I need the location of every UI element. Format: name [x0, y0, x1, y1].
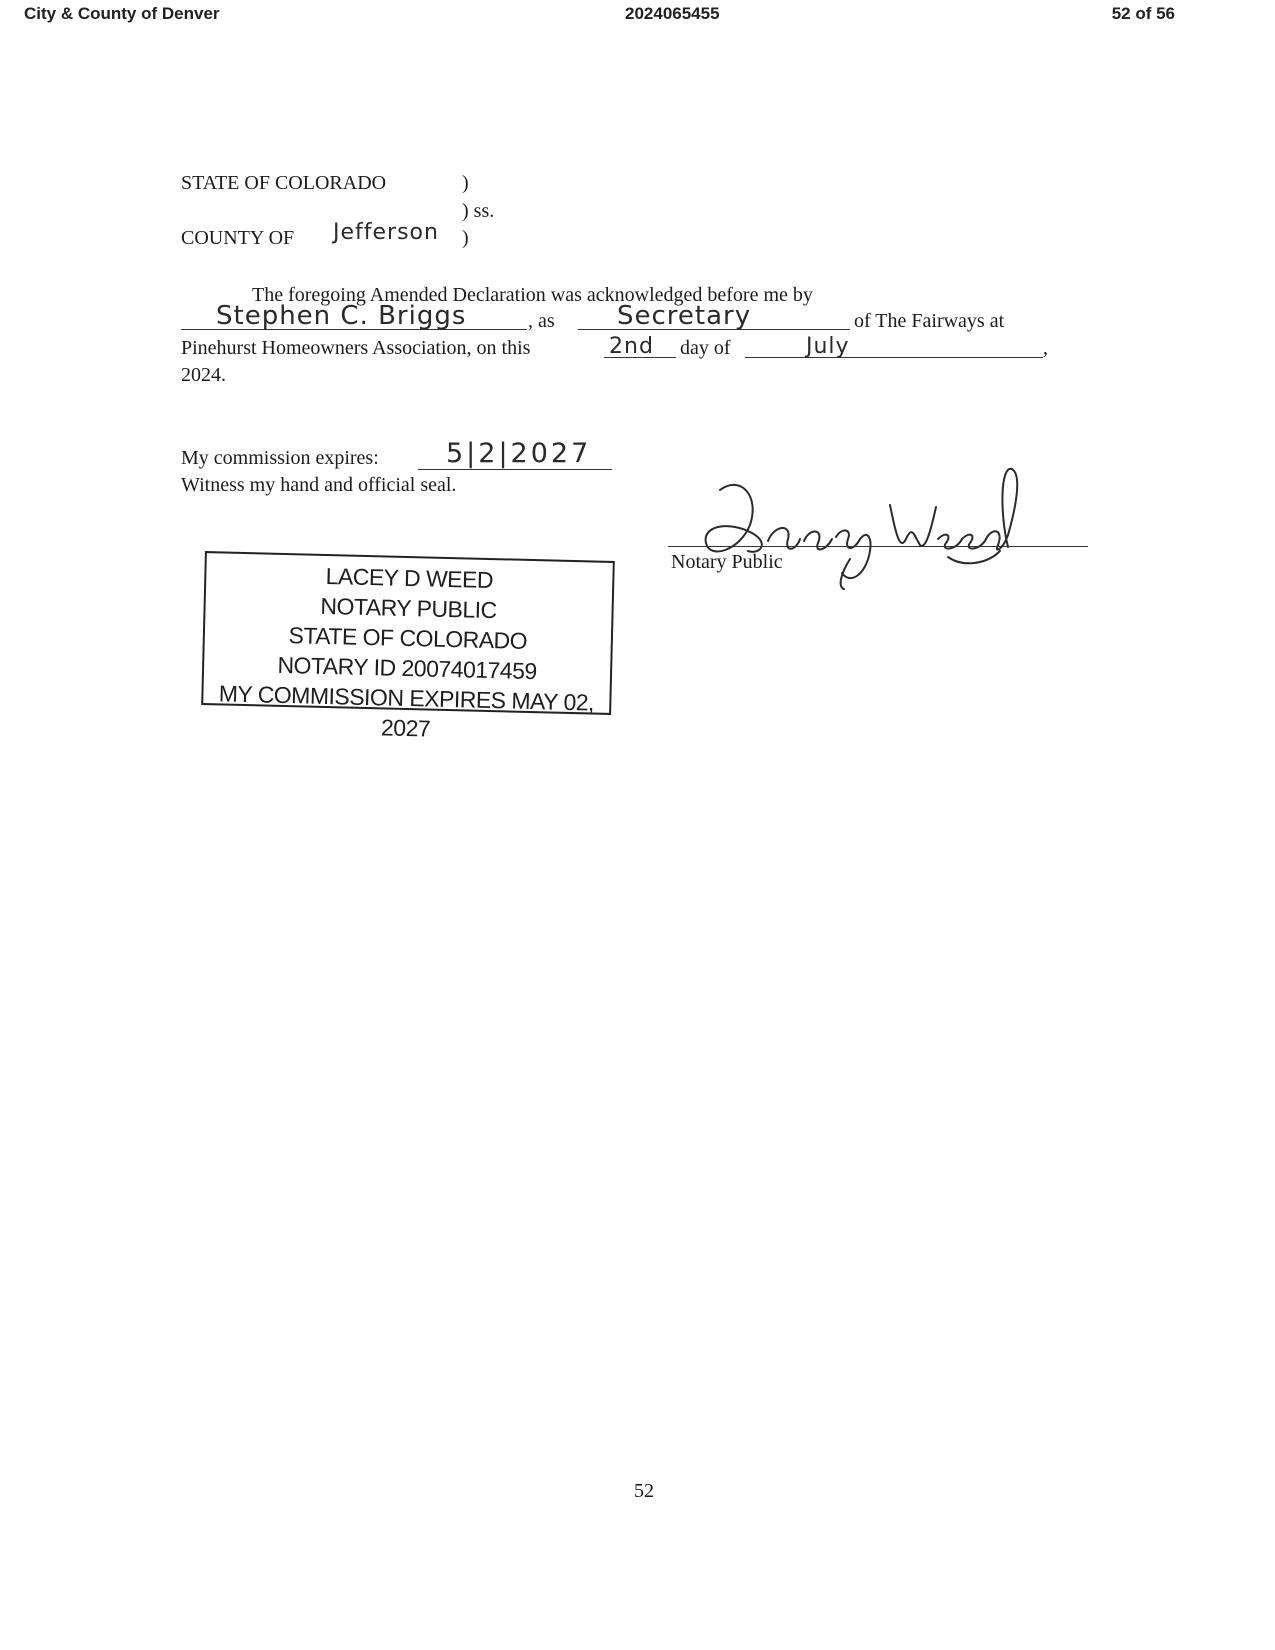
notary-stamp [201, 551, 615, 742]
stamp-line-title: NOTARY PUBLIC [320, 592, 498, 624]
stamp-line-state: STATE OF COLORADO [288, 622, 528, 654]
commission-date-handwritten: 5|2|2027 [446, 438, 592, 469]
stamp-line-name: LACEY D WEED [325, 562, 494, 594]
stamp-line-id: NOTARY ID 20074017459 [277, 651, 538, 685]
reception-number: 2024065455 [625, 4, 720, 23]
signer-name-handwritten: Stephen C. Briggs [216, 301, 467, 331]
state-label: STATE OF COLORADO [181, 172, 387, 194]
day-of-text: day of [680, 337, 731, 359]
page-number: 52 [634, 1480, 654, 1502]
acknowledgment-intro: The foregoing Amended Declaration was acknowledged before me by [252, 284, 813, 306]
as-text: , as [528, 310, 555, 332]
signature-line [668, 546, 1088, 547]
page-counter: 52 of 56 [1111, 4, 1175, 23]
month-underline [745, 357, 1043, 358]
county-label: COUNTY OF [181, 227, 295, 249]
year-text: 2024. [181, 364, 226, 386]
ss-label: ) ss. [462, 200, 495, 222]
commission-label: My commission expires: [181, 447, 379, 469]
witness-text: Witness my hand and official seal. [181, 474, 457, 496]
venue-paren-close: ) [462, 227, 469, 249]
comma: , [1043, 337, 1048, 359]
title-handwritten: Secretary [617, 301, 752, 331]
county-handwritten: Jefferson [333, 220, 439, 245]
org-text-2: Pinehurst Homeowners Association, on this [181, 337, 531, 359]
recorder-name: City & County of Denver [24, 4, 220, 23]
stamp-line-expires: MY COMMISSION EXPIRES MAY 02, 2027 [218, 680, 595, 742]
day-handwritten: 2nd [609, 334, 654, 359]
org-text-1: of The Fairways at [854, 310, 1005, 332]
commission-underline [418, 469, 612, 470]
month-handwritten: July [806, 334, 850, 359]
venue-paren: ) [462, 172, 469, 194]
notary-public-label: Notary Public [671, 551, 783, 573]
